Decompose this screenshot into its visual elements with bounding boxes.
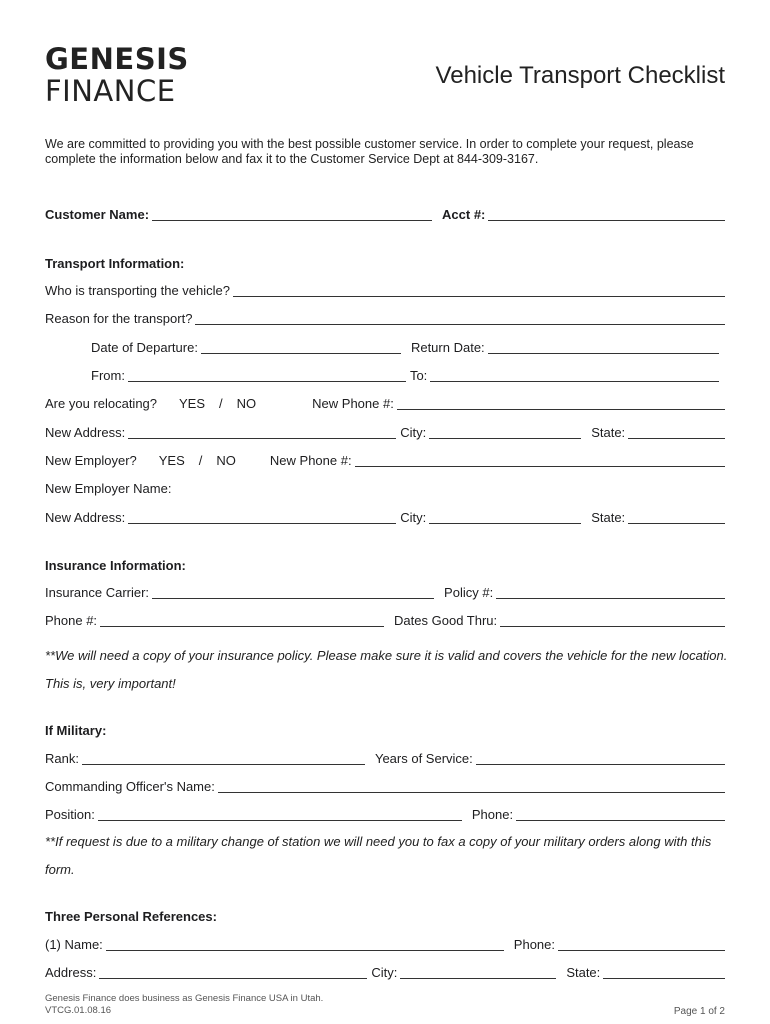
- reference-address-label: Address:: [45, 965, 97, 980]
- who-label: Who is transporting the vehicle?: [45, 283, 230, 298]
- city-field[interactable]: [429, 426, 581, 439]
- military-heading: If Military:: [45, 723, 107, 738]
- military-phone-label: Phone:: [471, 807, 514, 822]
- return-label: Return Date:: [410, 340, 485, 355]
- page-number: Page 1 of 2: [673, 1006, 725, 1017]
- new-employer-slash: /: [198, 453, 203, 468]
- dates-good-thru-field[interactable]: [500, 614, 725, 627]
- employer-new-phone-field[interactable]: [355, 454, 725, 467]
- employer-new-phone-label: New Phone #:: [269, 453, 352, 468]
- employer-address-field[interactable]: [128, 511, 396, 524]
- carrier-field[interactable]: [152, 586, 434, 599]
- reference-phone-label: Phone:: [513, 937, 555, 952]
- years-of-service-field[interactable]: [476, 752, 725, 765]
- from-field[interactable]: [128, 369, 406, 382]
- military-rank-row: [45, 751, 725, 767]
- customer-name-label: Customer Name:: [45, 207, 150, 222]
- new-employer-name-row: [45, 481, 725, 497]
- reference-name-field[interactable]: [106, 938, 504, 951]
- commanding-officer-label: Commanding Officer's Name:: [45, 779, 215, 794]
- position-label: Position:: [45, 807, 95, 822]
- employer-city-label: City:: [400, 510, 427, 525]
- genesis-finance-logo: [45, 44, 189, 108]
- customer-row: [45, 207, 725, 223]
- references-heading: Three Personal References:: [45, 909, 217, 924]
- years-of-service-label: Years of Service:: [374, 751, 473, 766]
- reference-city-field[interactable]: [400, 966, 556, 979]
- from-label: From:: [91, 368, 125, 383]
- acct-field[interactable]: [488, 208, 725, 221]
- intro-text: We are committed to providing you with the best possible customer service. In order to complete your request, please complete the information below and fax it to the Customer Service Dept at 844-309-3167.: [45, 137, 694, 166]
- employer-state-field[interactable]: [628, 511, 725, 524]
- departure-label: Date of Departure:: [91, 340, 198, 355]
- employer-address-label: New Address:: [45, 510, 126, 525]
- military-position-row: [45, 807, 725, 823]
- city-label: City:: [400, 425, 427, 440]
- relocating-slash: /: [219, 396, 223, 411]
- relocating-row: [45, 396, 725, 412]
- to-field[interactable]: [430, 369, 719, 382]
- transport-heading: Transport Information:: [45, 256, 185, 271]
- from-to-row: [91, 368, 719, 384]
- reference-state-field[interactable]: [603, 966, 725, 979]
- military-phone-field[interactable]: [516, 808, 725, 821]
- policy-field[interactable]: [496, 586, 725, 599]
- new-employer-row: [45, 453, 725, 469]
- return-field[interactable]: [488, 341, 719, 354]
- new-employer-yes[interactable]: YES: [158, 453, 185, 468]
- reference-name-row: [45, 937, 725, 953]
- employer-city-field[interactable]: [429, 511, 581, 524]
- reason-row: [45, 311, 725, 327]
- insurance-phone-field[interactable]: [100, 614, 384, 627]
- reference-name-label: (1) Name:: [45, 937, 103, 952]
- reference-address-row: [45, 965, 725, 981]
- state-field[interactable]: [628, 426, 725, 439]
- new-address-row-2: [45, 510, 725, 526]
- who-row: [45, 283, 725, 299]
- footer-legal: [45, 993, 323, 1017]
- new-employer-label: New Employer?: [45, 453, 137, 468]
- commanding-officer-field[interactable]: [218, 780, 725, 793]
- relocating-label: Are you relocating?: [45, 396, 158, 411]
- dates-good-thru-label: Dates Good Thru:: [394, 613, 498, 628]
- reference-state-label: State:: [566, 965, 601, 980]
- reason-field[interactable]: [195, 312, 725, 325]
- logo-line-1: GENESIS: [45, 42, 189, 76]
- relocating-new-phone-label: New Phone #:: [312, 396, 394, 411]
- footer-line-1: Genesis Finance does business as Genesis Finance USA in Utah.: [45, 993, 324, 1004]
- policy-label: Policy #:: [444, 585, 494, 600]
- who-field[interactable]: [233, 284, 725, 297]
- new-employer-name-label: New Employer Name:: [45, 481, 172, 496]
- insurance-note: **We will need a copy of your insurance policy. Please make sure it is valid and covers the vehicle for the new location. This is, very important!: [45, 648, 728, 691]
- footer-line-2: VTCG.01.08.16: [45, 1005, 112, 1016]
- state-label: State:: [591, 425, 626, 440]
- new-employer-no[interactable]: NO: [216, 453, 236, 468]
- departure-field[interactable]: [201, 341, 401, 354]
- rank-field[interactable]: [82, 752, 365, 765]
- departure-row: [91, 340, 719, 356]
- insurance-heading: Insurance Information:: [45, 558, 186, 573]
- insurance-carrier-row: [45, 585, 725, 601]
- employer-state-label: State:: [591, 510, 626, 525]
- to-label: To:: [409, 368, 428, 383]
- reference-phone-field[interactable]: [558, 938, 725, 951]
- position-field[interactable]: [98, 808, 462, 821]
- new-address-label: New Address:: [45, 425, 126, 440]
- customer-name-field[interactable]: [152, 208, 432, 221]
- relocating-yes[interactable]: YES: [179, 396, 206, 411]
- logo-line-2: FINANCE: [45, 74, 176, 108]
- reason-label: Reason for the transport?: [45, 311, 193, 326]
- carrier-label: Insurance Carrier:: [45, 585, 150, 600]
- document-title: Vehicle Transport Checklist: [435, 62, 725, 89]
- reference-address-field[interactable]: [99, 966, 367, 979]
- rank-label: Rank:: [45, 751, 79, 766]
- acct-label: Acct #:: [442, 207, 486, 222]
- insurance-phone-label: Phone #:: [45, 613, 98, 628]
- insurance-phone-row: [45, 613, 725, 629]
- relocating-no[interactable]: NO: [236, 396, 257, 411]
- new-address-field[interactable]: [128, 426, 396, 439]
- new-address-row-1: [45, 425, 725, 441]
- reference-city-label: City:: [371, 965, 398, 980]
- relocating-new-phone-field[interactable]: [397, 397, 725, 410]
- commanding-officer-row: [45, 779, 725, 795]
- military-note: **If request is due to a military change of station we will need you to fax a copy of your military orders along with this form.: [45, 834, 712, 877]
